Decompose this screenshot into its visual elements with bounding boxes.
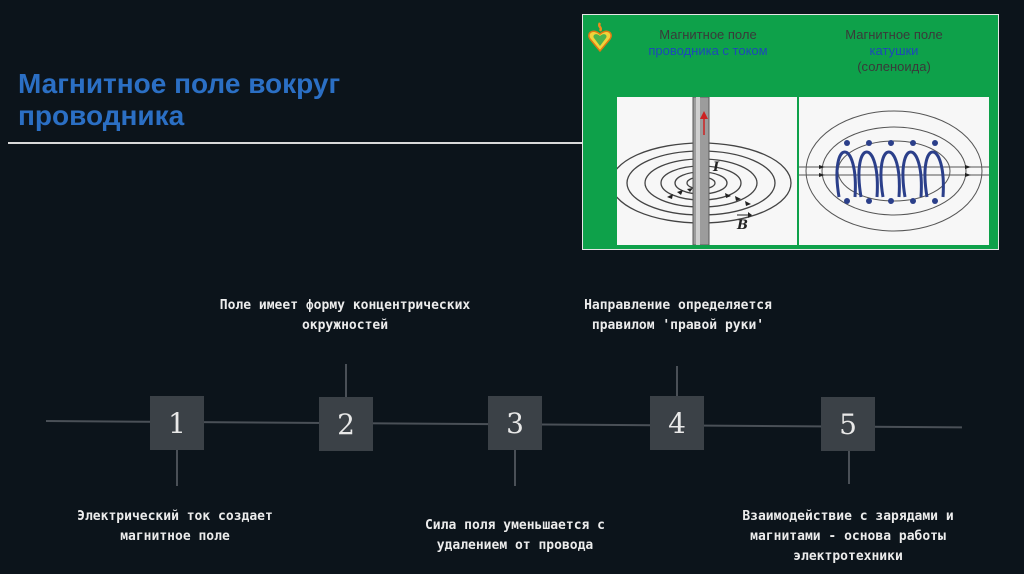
title-divider: [8, 142, 588, 144]
timeline-stem: [676, 366, 678, 400]
solenoid-field-diagram: [799, 97, 989, 245]
step-5-caption: Взаимодействие с зарядами и магнитами - основа работы электротехники: [742, 509, 954, 564]
step-1-caption: Электрический ток создает магнитное поле: [77, 509, 273, 544]
page-title: Магнитное поле вокруг проводника: [18, 68, 341, 131]
timeline-stem: [514, 450, 516, 486]
step-3-marker: 3: [488, 396, 542, 450]
current-label: I: [713, 160, 720, 175]
heart-logo-icon: [587, 19, 613, 53]
timeline-stem: [176, 450, 178, 486]
step-5-marker: 5: [821, 397, 875, 451]
field-label: B: [737, 218, 748, 233]
step-4-marker: 4: [650, 396, 704, 450]
timeline-stem: [345, 364, 347, 398]
wire-panel-label: Магнитное поле проводника с током: [648, 27, 768, 58]
step-2-marker: 2: [319, 397, 373, 451]
step-3-caption: Сила поля уменьшается с удалением от провода: [424, 518, 605, 553]
step-2-caption: Поле имеет форму концентрических окружностей: [219, 298, 471, 333]
step-4-caption: Направление определяется правилом 'правой руки': [584, 298, 772, 333]
timeline-stem: [848, 450, 850, 484]
wire-field-diagram: [617, 97, 797, 245]
step-1-marker: 1: [150, 396, 204, 450]
coil-panel-label: Магнитное поле катушки (соленоида): [845, 27, 943, 74]
magnetic-field-illustration: [582, 14, 999, 250]
